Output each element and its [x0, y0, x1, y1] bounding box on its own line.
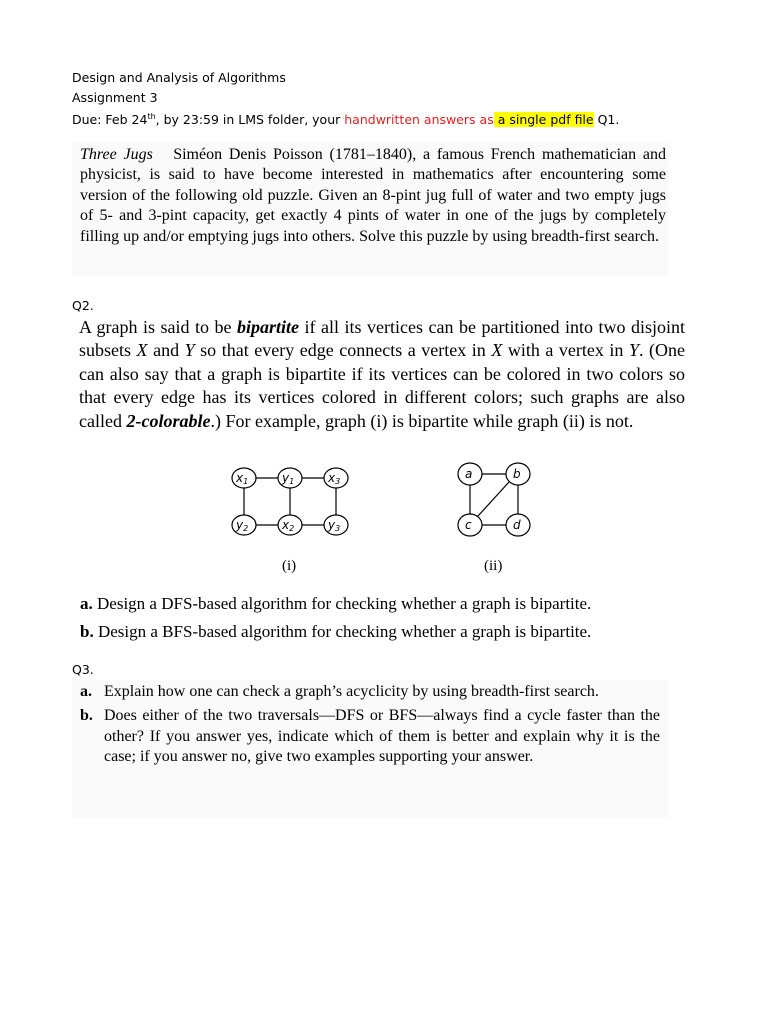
q3-item-b-letter: b.	[80, 707, 93, 725]
q2-colorable: 2-colorable	[126, 410, 211, 431]
q3-item-a-text: Explain how one can check a graph’s acyclicity by using breadth-first search.	[104, 683, 599, 700]
q1-excerpt	[72, 142, 668, 276]
q2-y: Y	[184, 340, 195, 361]
q2-items	[80, 590, 591, 646]
q2-item-b-letter: b.	[80, 622, 94, 641]
node-y1	[278, 468, 302, 488]
due-sup: th	[147, 112, 156, 121]
svg-text:a: a	[465, 467, 473, 481]
node-y3	[324, 515, 348, 535]
node-d	[506, 514, 530, 536]
due-prefix: Due: Feb 24	[72, 112, 148, 128]
q3-label: Q3.	[72, 662, 94, 677]
graph-ii-caption: (ii)	[484, 558, 503, 574]
svg-text:d: d	[513, 518, 521, 532]
due-suffix: Q1.	[593, 112, 620, 128]
q2-t5: with a vertex in	[502, 340, 629, 361]
node-a	[458, 463, 482, 485]
course-title: Design and Analysis of Algorithms	[72, 70, 286, 85]
q2-item-a	[80, 590, 591, 618]
due-line	[72, 109, 619, 128]
due-mid: , by 23:59 in LMS folder, your	[155, 112, 345, 128]
q2-t6: . (One can also say that a graph is bipartite if its vertices can be colored in two colors so that every edge has its vertices colored in different colors; such graphs are also called	[79, 340, 686, 431]
svg-text:b: b	[513, 467, 521, 481]
q3-item-b	[80, 706, 660, 767]
q1-body: Siméon Denis Poisson (1781–1840), a famous French mathematician and physicist, is said to have become interested in mathematics after encountering some version of the following old puzzle. Given an 8-pint jug full of water and two empty jugs of 5- and 3-pint capacity, get exactly 4 pints of water in one of the jugs by completely filling up and/or emptying jugs into others. Solve this puzzle by using breadth-first search.	[80, 146, 667, 245]
svg-text:x2: x2	[282, 518, 295, 533]
node-x2	[278, 515, 302, 535]
node-y2	[232, 515, 256, 535]
q3-item-a-letter: a.	[80, 683, 92, 700]
node-b	[506, 463, 530, 485]
q2-text	[79, 316, 685, 433]
due-red-text: handwritten answers as	[344, 112, 494, 128]
svg-text:y1: y1	[282, 471, 295, 486]
svg-text:c: c	[465, 518, 472, 532]
q2-item-a-letter: a.	[80, 594, 93, 613]
q2-y2: Y	[628, 340, 639, 361]
node-x1	[232, 468, 256, 488]
svg-text:x1: x1	[236, 471, 249, 486]
q2-t7: .) For example, graph (i) is bipartite while graph (ii) is not.	[210, 410, 634, 431]
q3-excerpt	[72, 680, 668, 818]
q3-text	[72, 680, 660, 768]
node-c	[458, 514, 482, 536]
graph-i-caption: (i)	[282, 558, 297, 574]
q2-item-a-text: Design a DFS-based algorithm for checking whether a graph is bipartite.	[97, 594, 592, 613]
due-highlight-text: a single pdf file	[493, 112, 594, 128]
q2-x2: X	[491, 340, 503, 361]
q2-t1: A graph is said to be	[79, 317, 238, 337]
q1-text	[72, 142, 666, 247]
q2-item-b	[80, 618, 591, 646]
svg-text:y3: y3	[328, 518, 341, 533]
svg-text:y2: y2	[236, 518, 249, 533]
q1-title: Three Jugs	[80, 146, 153, 163]
q2-x: X	[136, 340, 148, 361]
q2-t2: if all its vertices can be partitioned into two disjoint subsets	[79, 317, 685, 361]
graph-ii	[448, 458, 548, 582]
q2-label: Q2.	[72, 298, 94, 313]
graph-i	[222, 458, 362, 582]
q2-item-b-text: Design a BFS-based algorithm for checking whether a graph is bipartite.	[97, 622, 592, 641]
svg-text:x3: x3	[328, 471, 341, 486]
q2-bipartite: bipartite	[237, 317, 300, 337]
assignment-title: Assignment 3	[72, 90, 158, 105]
q2-t3: and	[147, 340, 185, 361]
q2-t4: so that every edge connects a vertex in	[194, 340, 492, 361]
q3-item-b-text: Does either of the two traversals—DFS or BFS—always find a cycle faster than the other? If you answer yes, indicate which of them is better and explain why it is the case; if you answer no, give two examples supporting your answer.	[104, 707, 660, 766]
q3-item-a	[80, 682, 660, 702]
node-x3	[324, 468, 348, 488]
